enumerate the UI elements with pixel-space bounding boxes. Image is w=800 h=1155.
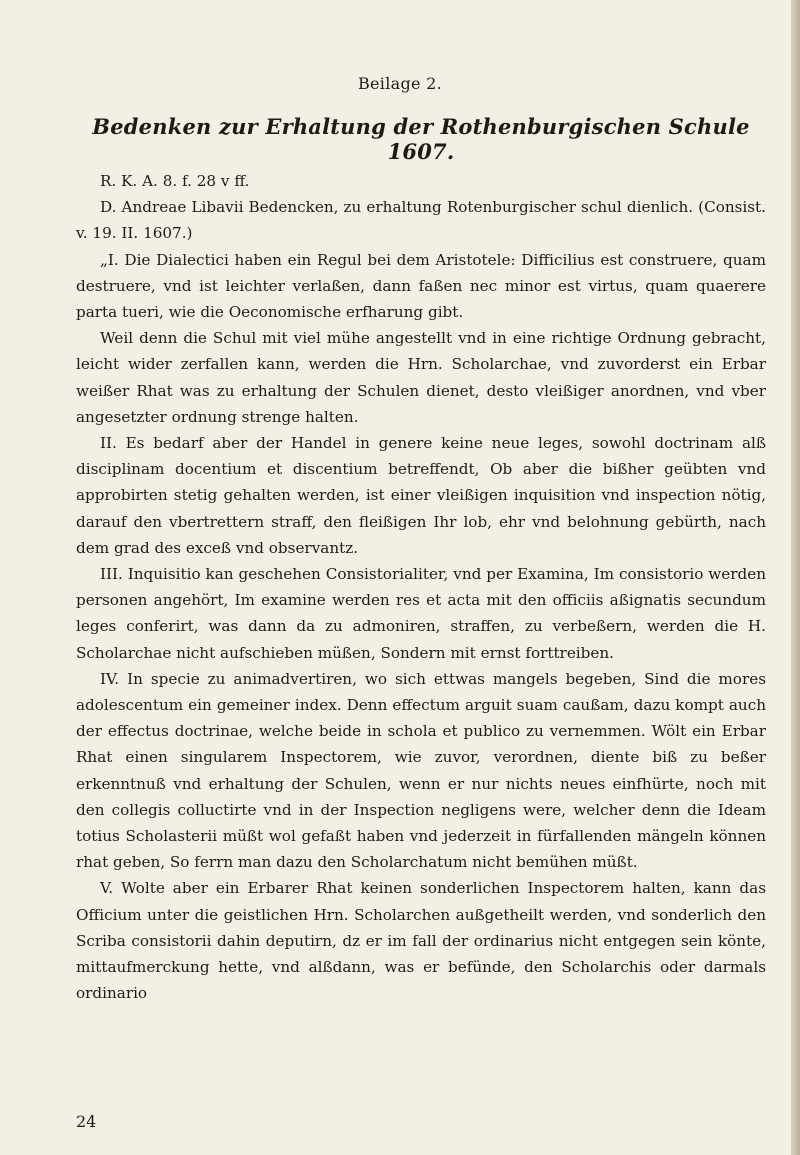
archive-reference: R. K. A. 8. f. 28 v ff. <box>100 172 250 190</box>
body-text <box>76 168 766 1007</box>
paragraph-6: V. Wolte aber ein Erbarer Rhat keinen sonderlichen Inspectorem halten, kann das Officium unter die geistlichen Hrn. Scholarchen außgetheilt werden, vnd sonderlich den Scriba consistorii dahin deputirn, dz er im fall der ordinarius nicht entgegen sein könte, mittaufmerckung hette, vnd alßdann, was er befünde, den Scholarchis oder darmals ordinario <box>76 879 766 1003</box>
document-title: Bedenken zur Erhaltung der Rothenburgischen Schule 1607. <box>92 114 750 164</box>
paragraph-2: Weil denn die Schul mit viel mühe angestellt vnd in eine richtige Ordnung gebracht, leicht wider zerfallen kann, werden die Hrn. Scholarchae, vnd zuvorderst ein Erbar weißer Rhat was zu erhaltung der Schulen dienet, desto vleißiger anordnen, vnd vber angesetzter ordnung strenge halten. <box>76 329 766 426</box>
paragraph-4: III. Inquisitio kan geschehen Consistorialiter, vnd per Examina, Im consistorio werden personen angehört, Im examine werden res et acta mit den officiis aßignatis secundum leges conferirt, was dann da zu admoniren, straffen, zu verbeßern, werden die H. Scholarchae nicht aufschieben müßen, Sondern mit ernst forttreiben. <box>76 565 766 662</box>
paragraph-5: IV. In specie zu animadvertiren, wo sich ettwas mangels begeben, Sind die mores adolescentum ein gemeiner index. Denn effectum arguit suam caußam, dazu kompt auch der effectus doctrinae, welche beide in schola et publico zu vernemmen. Wölt ein Erbar Rhat einen singularem Inspectorem, wie zuvor, verordnen, diente biß zu beßer erkenntnuß vnd erhaltung der Schulen, wenn er nur nichts neues einfhürte, noch mit den collegis colluctirte vnd in der Inspection negligens were, welcher denn die Ideam totius Scholasterii müßt wol gefaßt haben vnd jederzeit in fürfallenden mängeln können rhat geben, So ferrn man dazu den Scholarchatum nicht bemühen müßt. <box>76 669 766 872</box>
source-line: D. Andreae Libavii Bedencken, zu erhaltung Rotenburgischer schul dienlich. (Consist. v. 19. II. 1607.) <box>76 198 766 243</box>
page-number: 24 <box>76 1112 97 1131</box>
paragraph-1: „I. Die Dialectici haben ein Regul bei dem Aristotele: Difficilius est construere, quam destruere, vnd ist leichter verlaßen, dann faßen nec minor est virtus, quam quaerere parta tueri, wie die Oeconomische erfharung gibt. <box>76 250 766 322</box>
page-header: Beilage 2. <box>357 74 443 93</box>
paragraph-3: II. Es bedarf aber der Handel in genere keine neue leges, sowohl doctrinam alß disciplinam docentium et discentium betreffendt, Ob aber die bißher geübten vnd approbirten stetig gehalten werden, ist einer vleißigen inquisition vnd inspection nötig, darauf den vbertrettern straff, den fleißigen Ihr lob, ehr vnd belohnung gebürth, nach dem grad des exceß vnd observantz. <box>76 434 766 557</box>
page-edge-shadow <box>791 0 800 1155</box>
